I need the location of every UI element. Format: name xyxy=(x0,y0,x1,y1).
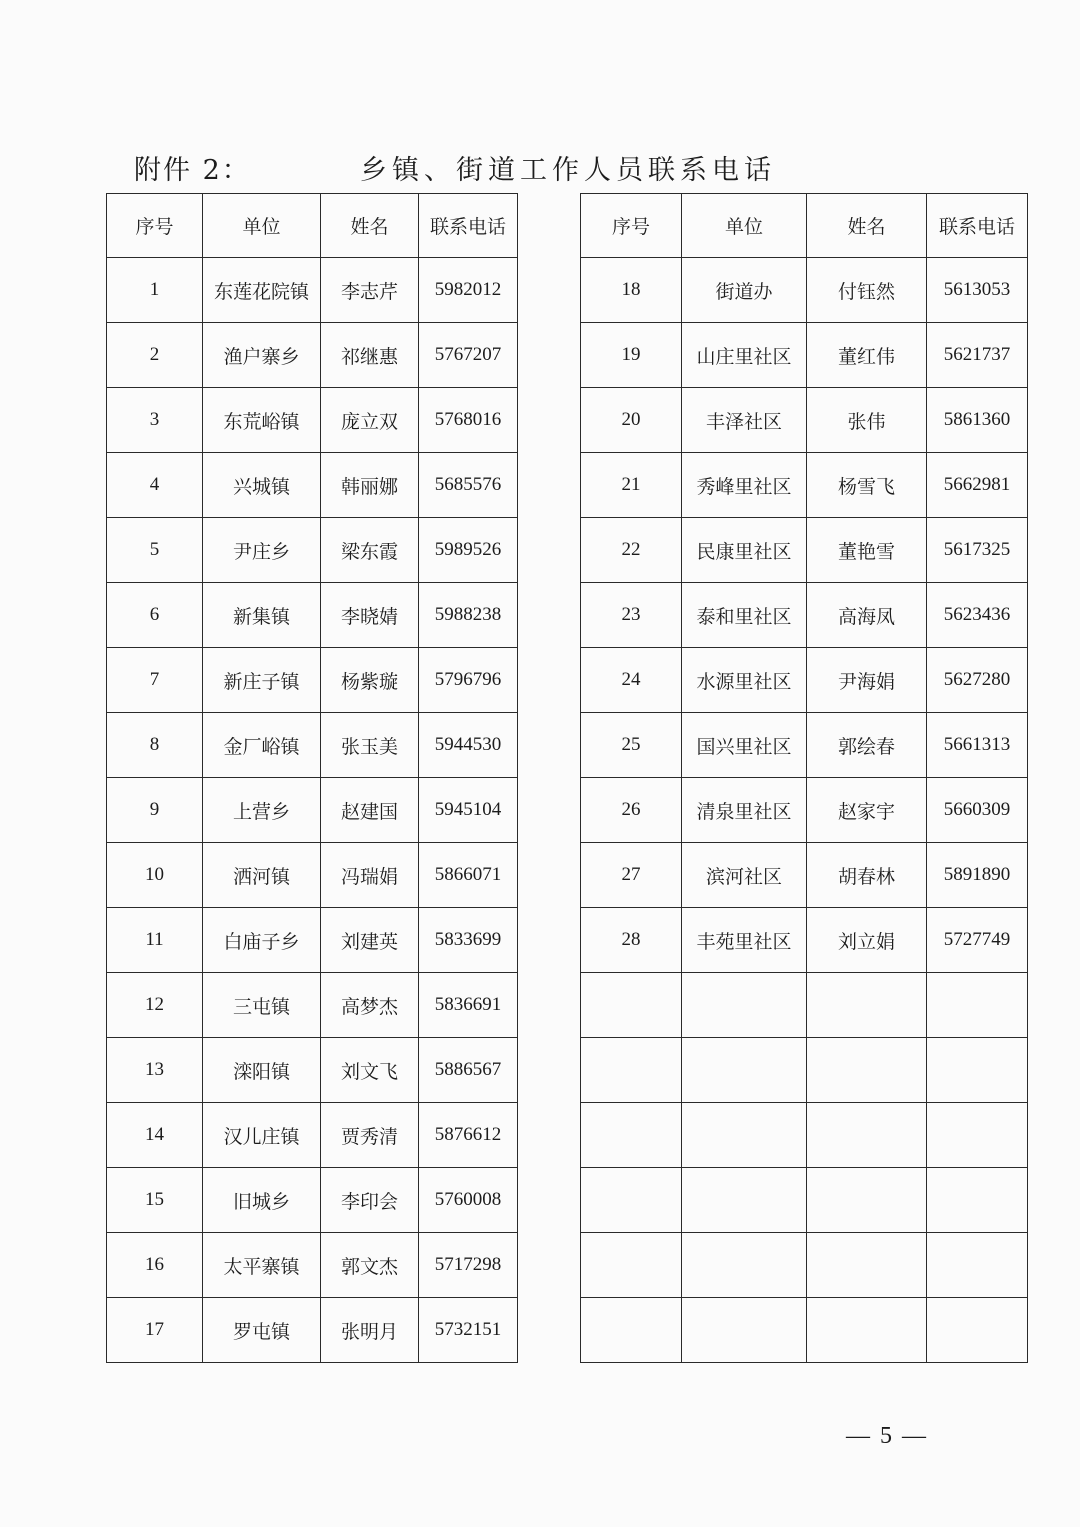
unit-cell: 滨河社区 xyxy=(682,843,807,908)
name-cell xyxy=(807,973,927,1038)
name-cell: 杨雪飞 xyxy=(807,453,927,518)
name-cell: 付钰然 xyxy=(807,258,927,323)
index-cell: 16 xyxy=(107,1233,203,1298)
table-row xyxy=(581,1103,1028,1168)
index-cell: 25 xyxy=(581,713,682,778)
phone-cell xyxy=(927,1168,1028,1233)
table-row xyxy=(107,258,518,323)
index-cell: 28 xyxy=(581,908,682,973)
phone-cell: 5989526 xyxy=(419,518,518,583)
index-cell: 7 xyxy=(107,648,203,713)
table-row xyxy=(581,1038,1028,1103)
table-row xyxy=(581,388,1028,453)
table-header-row xyxy=(107,194,518,258)
unit-cell: 丰苑里社区 xyxy=(682,908,807,973)
phone-cell: 5613053 xyxy=(927,258,1028,323)
phone-cell: 5621737 xyxy=(927,323,1028,388)
index-cell: 3 xyxy=(107,388,203,453)
unit-cell: 水源里社区 xyxy=(682,648,807,713)
index-cell: 12 xyxy=(107,973,203,1038)
column-header-phone: 联系电话 xyxy=(927,194,1028,258)
table-row xyxy=(581,1298,1028,1363)
name-cell: 祁继惠 xyxy=(321,323,419,388)
table-header-row xyxy=(581,194,1028,258)
index-cell: 18 xyxy=(581,258,682,323)
name-cell: 刘建英 xyxy=(321,908,419,973)
column-header-index: 序号 xyxy=(107,194,203,258)
name-cell: 尹海娟 xyxy=(807,648,927,713)
unit-cell: 白庙子乡 xyxy=(203,908,321,973)
name-cell: 庞立双 xyxy=(321,388,419,453)
phone-cell: 5727749 xyxy=(927,908,1028,973)
table-row xyxy=(581,843,1028,908)
table-row xyxy=(107,1233,518,1298)
table-row xyxy=(107,453,518,518)
page-number: — 5 — xyxy=(846,1423,928,1449)
index-cell xyxy=(581,1298,682,1363)
phone-cell: 5886567 xyxy=(419,1038,518,1103)
name-cell: 冯瑞娟 xyxy=(321,843,419,908)
name-cell: 李志芹 xyxy=(321,258,419,323)
name-cell: 董艳雪 xyxy=(807,518,927,583)
table-row xyxy=(107,323,518,388)
table-row xyxy=(581,453,1028,518)
name-cell: 高梦杰 xyxy=(321,973,419,1038)
table-row xyxy=(581,1233,1028,1298)
attachment-label: 附件 2： xyxy=(134,155,251,186)
name-cell: 胡春林 xyxy=(807,843,927,908)
name-cell: 高海凤 xyxy=(807,583,927,648)
unit-cell xyxy=(682,1103,807,1168)
column-header-unit: 单位 xyxy=(682,194,807,258)
unit-cell: 山庄里社区 xyxy=(682,323,807,388)
index-cell xyxy=(581,1233,682,1298)
index-cell xyxy=(581,1103,682,1168)
table-row xyxy=(107,518,518,583)
unit-cell: 丰泽社区 xyxy=(682,388,807,453)
unit-cell: 清泉里社区 xyxy=(682,778,807,843)
table-row xyxy=(581,583,1028,648)
unit-cell: 旧城乡 xyxy=(203,1168,321,1233)
index-cell: 9 xyxy=(107,778,203,843)
unit-cell: 兴城镇 xyxy=(203,453,321,518)
unit-cell: 新庄子镇 xyxy=(203,648,321,713)
table-row xyxy=(581,1168,1028,1233)
table-row xyxy=(581,648,1028,713)
unit-cell xyxy=(682,1168,807,1233)
table-row xyxy=(581,518,1028,583)
phone-cell: 5836691 xyxy=(419,973,518,1038)
unit-cell: 上营乡 xyxy=(203,778,321,843)
index-cell: 11 xyxy=(107,908,203,973)
contact-table-right xyxy=(580,193,1028,1363)
unit-cell: 三屯镇 xyxy=(203,973,321,1038)
phone-cell: 5861360 xyxy=(927,388,1028,453)
table-row xyxy=(107,778,518,843)
phone-cell xyxy=(927,973,1028,1038)
phone-cell: 5945104 xyxy=(419,778,518,843)
table-row xyxy=(107,713,518,778)
unit-cell: 罗屯镇 xyxy=(203,1298,321,1363)
phone-cell: 5876612 xyxy=(419,1103,518,1168)
phone-cell: 5891890 xyxy=(927,843,1028,908)
index-cell: 20 xyxy=(581,388,682,453)
unit-cell: 民康里社区 xyxy=(682,518,807,583)
name-cell xyxy=(807,1038,927,1103)
unit-cell: 国兴里社区 xyxy=(682,713,807,778)
name-cell: 李印会 xyxy=(321,1168,419,1233)
index-cell xyxy=(581,1038,682,1103)
unit-cell: 太平寨镇 xyxy=(203,1233,321,1298)
name-cell xyxy=(807,1233,927,1298)
table-row xyxy=(581,973,1028,1038)
table-row xyxy=(107,388,518,453)
name-cell: 张伟 xyxy=(807,388,927,453)
table-row xyxy=(581,778,1028,843)
index-cell: 21 xyxy=(581,453,682,518)
phone-cell: 5833699 xyxy=(419,908,518,973)
name-cell xyxy=(807,1298,927,1363)
name-cell: 张明月 xyxy=(321,1298,419,1363)
unit-cell: 汉儿庄镇 xyxy=(203,1103,321,1168)
index-cell: 26 xyxy=(581,778,682,843)
unit-cell: 渔户寨乡 xyxy=(203,323,321,388)
table-row xyxy=(581,323,1028,388)
phone-cell xyxy=(927,1038,1028,1103)
index-cell: 22 xyxy=(581,518,682,583)
index-cell: 15 xyxy=(107,1168,203,1233)
phone-cell: 5617325 xyxy=(927,518,1028,583)
unit-cell: 金厂峪镇 xyxy=(203,713,321,778)
index-cell: 19 xyxy=(581,323,682,388)
index-cell: 1 xyxy=(107,258,203,323)
table-row xyxy=(581,258,1028,323)
column-header-phone: 联系电话 xyxy=(419,194,518,258)
index-cell: 10 xyxy=(107,843,203,908)
table-row xyxy=(107,648,518,713)
name-cell: 郭绘春 xyxy=(807,713,927,778)
contact-table-left xyxy=(106,193,518,1363)
phone-cell: 5627280 xyxy=(927,648,1028,713)
index-cell: 4 xyxy=(107,453,203,518)
phone-cell: 5717298 xyxy=(419,1233,518,1298)
name-cell: 董红伟 xyxy=(807,323,927,388)
index-cell xyxy=(581,1168,682,1233)
name-cell: 刘文飞 xyxy=(321,1038,419,1103)
column-header-name: 姓名 xyxy=(321,194,419,258)
table-row xyxy=(107,583,518,648)
phone-cell: 5732151 xyxy=(419,1298,518,1363)
unit-cell: 东荒峪镇 xyxy=(203,388,321,453)
index-cell: 5 xyxy=(107,518,203,583)
name-cell: 杨紫璇 xyxy=(321,648,419,713)
unit-cell: 街道办 xyxy=(682,258,807,323)
table-row xyxy=(581,713,1028,778)
unit-cell: 秀峰里社区 xyxy=(682,453,807,518)
name-cell: 贾秀清 xyxy=(321,1103,419,1168)
unit-cell: 滦阳镇 xyxy=(203,1038,321,1103)
phone-cell xyxy=(927,1233,1028,1298)
phone-cell: 5767207 xyxy=(419,323,518,388)
index-cell: 13 xyxy=(107,1038,203,1103)
phone-cell xyxy=(927,1103,1028,1168)
phone-cell: 5944530 xyxy=(419,713,518,778)
index-cell: 6 xyxy=(107,583,203,648)
column-header-name: 姓名 xyxy=(807,194,927,258)
name-cell: 韩丽娜 xyxy=(321,453,419,518)
unit-cell xyxy=(682,1038,807,1103)
index-cell: 24 xyxy=(581,648,682,713)
index-cell: 23 xyxy=(581,583,682,648)
table-row xyxy=(581,908,1028,973)
phone-cell: 5660309 xyxy=(927,778,1028,843)
index-cell: 2 xyxy=(107,323,203,388)
unit-cell: 洒河镇 xyxy=(203,843,321,908)
table-row xyxy=(107,843,518,908)
page-title: 乡镇、街道工作人员联系电话 xyxy=(360,155,776,186)
phone-cell: 5760008 xyxy=(419,1168,518,1233)
column-header-unit: 单位 xyxy=(203,194,321,258)
phone-cell: 5768016 xyxy=(419,388,518,453)
index-cell: 27 xyxy=(581,843,682,908)
table-row xyxy=(107,1103,518,1168)
unit-cell xyxy=(682,1233,807,1298)
table-row xyxy=(107,973,518,1038)
index-cell xyxy=(581,973,682,1038)
name-cell xyxy=(807,1168,927,1233)
unit-cell: 东莲花院镇 xyxy=(203,258,321,323)
name-cell: 张玉美 xyxy=(321,713,419,778)
unit-cell xyxy=(682,973,807,1038)
unit-cell xyxy=(682,1298,807,1363)
table-row xyxy=(107,1038,518,1103)
table-row xyxy=(107,908,518,973)
phone-cell: 5988238 xyxy=(419,583,518,648)
index-cell: 14 xyxy=(107,1103,203,1168)
column-header-index: 序号 xyxy=(581,194,682,258)
phone-cell: 5661313 xyxy=(927,713,1028,778)
table-row xyxy=(107,1168,518,1233)
phone-cell: 5982012 xyxy=(419,258,518,323)
name-cell xyxy=(807,1103,927,1168)
phone-cell: 5623436 xyxy=(927,583,1028,648)
phone-cell: 5662981 xyxy=(927,453,1028,518)
phone-cell: 5796796 xyxy=(419,648,518,713)
name-cell: 赵家宇 xyxy=(807,778,927,843)
name-cell: 李晓婧 xyxy=(321,583,419,648)
phone-cell: 5685576 xyxy=(419,453,518,518)
unit-cell: 新集镇 xyxy=(203,583,321,648)
unit-cell: 泰和里社区 xyxy=(682,583,807,648)
unit-cell: 尹庄乡 xyxy=(203,518,321,583)
table-row xyxy=(107,1298,518,1363)
index-cell: 8 xyxy=(107,713,203,778)
name-cell: 郭文杰 xyxy=(321,1233,419,1298)
name-cell: 赵建国 xyxy=(321,778,419,843)
phone-cell: 5866071 xyxy=(419,843,518,908)
name-cell: 刘立娟 xyxy=(807,908,927,973)
index-cell: 17 xyxy=(107,1298,203,1363)
phone-cell xyxy=(927,1298,1028,1363)
name-cell: 梁东霞 xyxy=(321,518,419,583)
